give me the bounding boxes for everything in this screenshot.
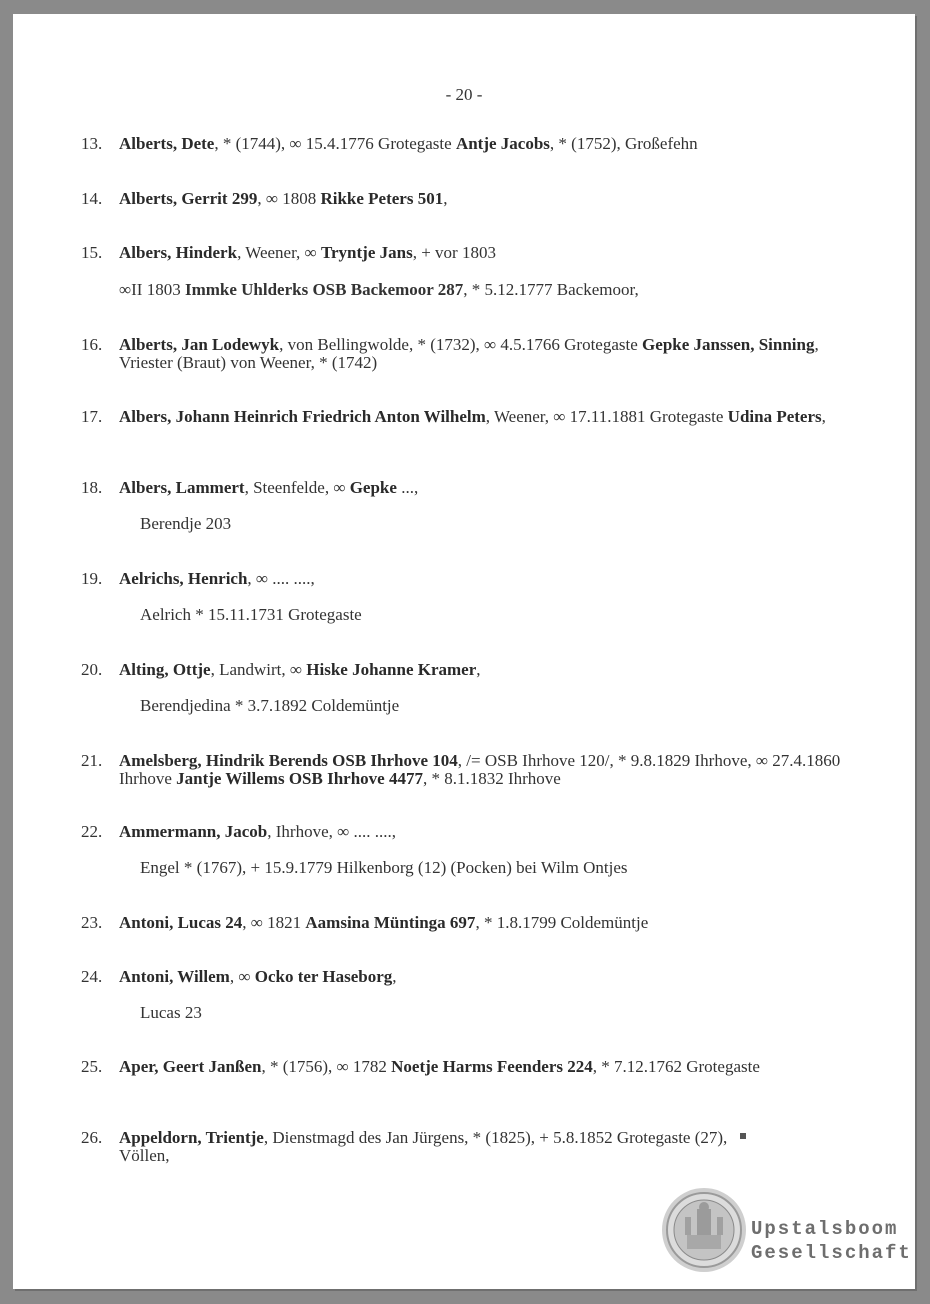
- bold-name: Noetje Harms Feenders 224: [391, 1057, 593, 1076]
- entry-19: [81, 570, 841, 588]
- entry-number: 16.: [81, 335, 103, 354]
- bold-name: Appeldorn, Trientje: [119, 1128, 264, 1147]
- page-number: - 20 -: [445, 85, 483, 104]
- bold-name: Aper, Geert Janßen: [119, 1057, 262, 1076]
- entry-18: [81, 479, 841, 497]
- entry-detail: , Ihrhove, ∞ .... ....,: [267, 822, 397, 841]
- bold-name: Alberts, Dete: [119, 134, 215, 153]
- entry-text: [119, 479, 841, 497]
- entry-detail: , von Bellingwolde, * (1732), ∞ 4.5.1766 Grotegaste: [279, 335, 643, 354]
- entry-text: [119, 190, 841, 208]
- square-marker-icon: [740, 1133, 746, 1139]
- entry-text: [119, 661, 841, 679]
- entry-number: 26.: [81, 1128, 103, 1147]
- entry-detail: , Vriester (Braut) von Weener, * (1742): [119, 335, 819, 372]
- entry-detail: , Dienstmagd des Jan Jürgens, * (1825), + 5.8.1852 Grotegaste (27),: [263, 1128, 732, 1147]
- entry-detail: ...,: [396, 478, 419, 497]
- entry-number: 21.: [81, 751, 103, 770]
- entry-26-continuation: Völlen,: [119, 1146, 170, 1165]
- entry-detail: , * 8.1.1832 Ihrhove: [422, 769, 561, 788]
- bold-name: Ammermann, Jacob: [119, 822, 268, 841]
- bold-name: Jantje Willems OSB Ihrhove 4477: [176, 769, 423, 788]
- entry-15: [81, 244, 841, 262]
- entry-detail: , Weener, ∞: [237, 243, 321, 262]
- bold-name: Albers, Lammert: [119, 478, 245, 497]
- bold-name: Udina Peters: [727, 407, 822, 426]
- entry-text: [119, 1129, 841, 1147]
- brand-line-1: Upstalsboom: [751, 1218, 899, 1240]
- entry-24-child: Lucas 23: [140, 1003, 202, 1022]
- bold-name: Aelrichs, Henrich: [119, 569, 248, 588]
- bold-name: Tryntje Jans: [320, 243, 413, 262]
- entry-detail: , * (1752), Großefehn: [549, 134, 698, 153]
- bold-name: Gepke Janssen, Sinning: [642, 335, 815, 354]
- entry-detail: , * (1756), ∞ 1782: [261, 1057, 392, 1076]
- entry-20: [81, 661, 841, 679]
- entry-number: 13.: [81, 134, 103, 153]
- entry-detail: , Landwirt, ∞: [210, 660, 307, 679]
- entry-number: 15.: [81, 243, 103, 262]
- entry-23: [81, 914, 841, 932]
- brand-line-2: Gesellschaft: [751, 1242, 912, 1264]
- bold-name: Aamsina Müntinga 697: [305, 913, 476, 932]
- entry-detail: , * 1.8.1799 Coldemüntje: [475, 913, 649, 932]
- entry-number: 14.: [81, 189, 103, 208]
- entry-22-child: Engel * (1767), + 15.9.1779 Hilkenborg (12) (Pocken) bei Wilm Ontjes: [140, 858, 628, 877]
- entry-detail: , * 7.12.1762 Grotegaste: [592, 1057, 760, 1076]
- entry-detail: , ∞: [229, 967, 255, 986]
- entry-21: [81, 752, 841, 788]
- entry-text: [119, 752, 841, 788]
- entry-number: 23.: [81, 913, 103, 932]
- entry-detail: ,: [476, 660, 481, 679]
- entry-number: 20.: [81, 660, 103, 679]
- bold-name: Gepke: [349, 478, 397, 497]
- entry-text: [119, 823, 841, 841]
- bold-name: Antoni, Willem: [119, 967, 230, 986]
- entry-number: 24.: [81, 967, 103, 986]
- entry-detail: ,: [443, 189, 448, 208]
- entry-text: [119, 570, 841, 588]
- entry-14: [81, 190, 841, 208]
- bold-name: Alting, Ottje: [119, 660, 211, 679]
- bold-name: Hiske Johanne Kramer: [306, 660, 477, 679]
- bold-name: Antje Jacobs: [455, 134, 550, 153]
- entry-13: [81, 135, 841, 153]
- entry-detail: , * (1744), ∞ 15.4.1776 Grotegaste: [214, 134, 456, 153]
- entry-detail: ,: [392, 967, 397, 986]
- entry-18-child: Berendje 203: [140, 514, 232, 533]
- entry-24: [81, 968, 841, 986]
- entry-15-marriage-2: ∞II 1803 Immke Uhlderks OSB Backemoor 287, * 5.12.1777 Backemoor,: [119, 280, 639, 299]
- entry-text: [119, 135, 841, 153]
- entry-number: 18.: [81, 478, 103, 497]
- bold-name: Rikke Peters 501: [320, 189, 444, 208]
- entry-text: [119, 408, 841, 426]
- bold-name: Amelsberg, Hindrik Berends OSB Ihrhove 104: [119, 751, 458, 770]
- entry-text: [119, 968, 841, 986]
- entry-number: 22.: [81, 822, 103, 841]
- entry-text: [119, 914, 841, 932]
- entry-number: 19.: [81, 569, 103, 588]
- entry-detail: ,: [821, 407, 826, 426]
- document-page: [13, 14, 915, 1289]
- bold-name: Alberts, Jan Lodewyk: [119, 335, 280, 354]
- entry-detail: , ∞ 1821: [242, 913, 306, 932]
- entry-detail: , Steenfelde, ∞: [244, 478, 350, 497]
- entry-detail: , ∞ 1808: [257, 189, 321, 208]
- entry-19-child: Aelrich * 15.11.1731 Grotegaste: [140, 605, 362, 624]
- entry-detail: , Weener, ∞ 17.11.1881 Grotegaste: [485, 407, 728, 426]
- bold-name: Ocko ter Haseborg: [254, 967, 393, 986]
- entry-text: [119, 1058, 841, 1076]
- entry-26: [81, 1129, 841, 1147]
- entry-detail: , ∞ .... ....,: [247, 569, 315, 588]
- entry-detail: , + vor 1803: [412, 243, 496, 262]
- entry-detail: , /= OSB Ihrhove 120/, * 9.8.1829 Ihrhove, ∞ 27.4.1860 Ihrhove: [119, 751, 841, 788]
- brand-wordmark: [751, 1217, 912, 1265]
- entry-17: [81, 408, 841, 426]
- entry-text: [119, 244, 841, 262]
- entry-16: [81, 336, 841, 372]
- entry-25: [81, 1058, 841, 1076]
- entry-20-child: Berendjedina * 3.7.1892 Coldemüntje: [140, 696, 400, 715]
- bold-name: Albers, Hinderk: [119, 243, 238, 262]
- entry-number: 25.: [81, 1057, 103, 1076]
- seal-logo: [661, 1187, 747, 1273]
- bold-name: Alberts, Gerrit 299: [119, 189, 258, 208]
- entry-number: 17.: [81, 407, 103, 426]
- entry-22: [81, 823, 841, 841]
- entry-text: [119, 336, 841, 372]
- bold-name: Antoni, Lucas 24: [119, 913, 243, 932]
- bold-name: Albers, Johann Heinrich Friedrich Anton Wilhelm: [119, 407, 486, 426]
